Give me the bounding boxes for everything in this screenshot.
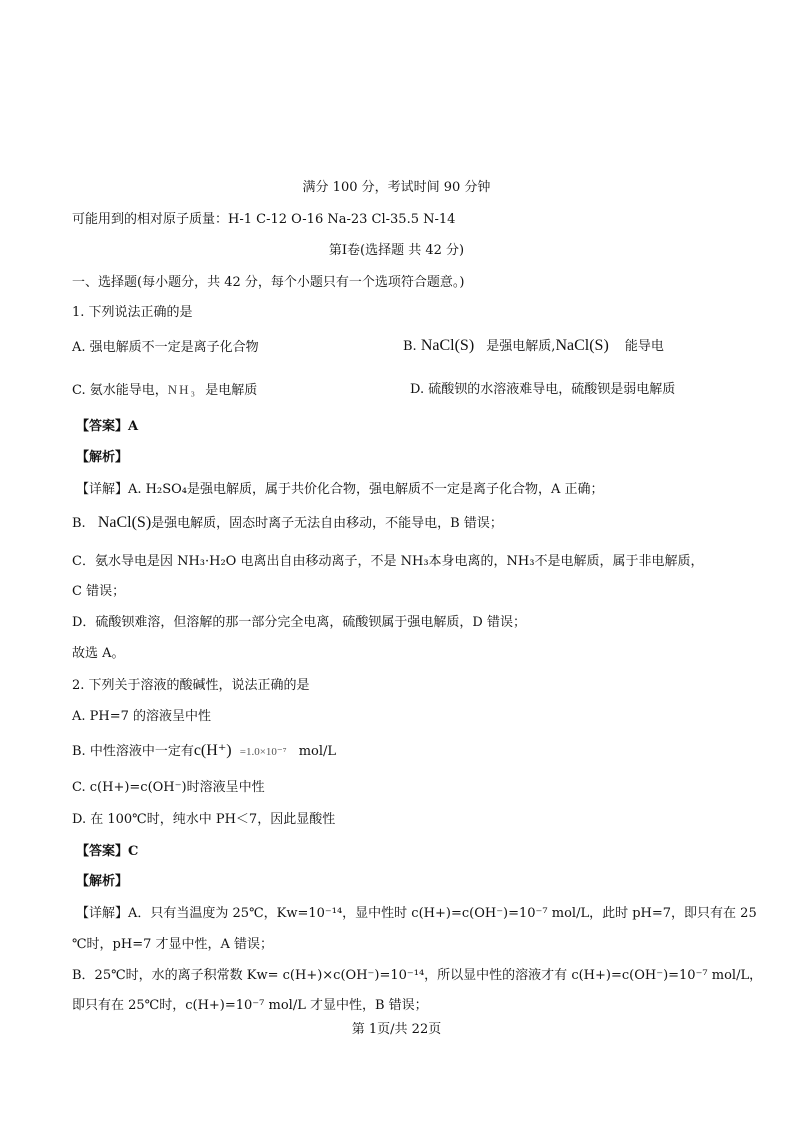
q2-option-b-math: c(H⁺) <box>193 742 232 759</box>
q2-option-b-unit: mol/L <box>298 744 337 759</box>
q2-detail-b: B．25℃时，水的离子积常数 Kw= c(H+)×c(OH⁻)=10⁻¹⁴，所以显中性的溶液才有 c(H+)=c(OH⁻)=10⁻⁷ mol/L， <box>72 968 763 983</box>
q2-detail-a2: ℃时，pH=7 才显中性，A 错误； <box>72 937 274 952</box>
q2-option-a: A. PH=7 的溶液呈中性 <box>72 709 212 724</box>
q1-option-b-prefix: B. <box>403 339 417 354</box>
page-number: 第 1页/共 22页 <box>351 1022 442 1037</box>
q1-detail-c: C．氨水导电是因 NH₃·H₂O 电离出自由移动离子，不是 NH₃本身电离的，NH₃不是电解质，属于非电解质， <box>72 554 704 569</box>
q1-answer: 【答案】A <box>76 419 139 434</box>
atomic-masses: 可能用到的相对原子质量：H-1 C-12 O-16 Na-23 Cl-35.5 N-14 <box>72 212 456 227</box>
q1-stem: 1. 下列说法正确的是 <box>72 305 193 320</box>
q1-option-c-prefix: C. 氨水能导电， <box>72 383 168 398</box>
q1-option-b-mid: 是强电解质, <box>486 339 556 354</box>
q2-analysis-tag: 【解析】 <box>76 874 129 889</box>
q1-detail-c2: C 错误； <box>72 584 126 599</box>
q2-option-b <box>72 741 336 762</box>
q1-option-b-suffix: 能导电 <box>624 339 664 354</box>
q2-option-c: C. c(H+)=c(OH⁻)时溶液呈中性 <box>72 780 265 795</box>
q1-detail-b-suffix: 是强电解质，固态时离子无法自由移动，不能导电，B 错误； <box>151 516 503 531</box>
q2-stem: 2. 下列关于溶液的酸碱性，说法正确的是 <box>72 678 310 693</box>
q1-option-d: D. 硫酸钡的水溶液难导电，硫酸钡是弱电解质 <box>410 382 676 397</box>
q1-detail-b-prefix: B. <box>72 516 86 531</box>
q2-detail-a: 【详解】A．只有当温度为 25℃，Kw=10⁻¹⁴，显中性时 c(H+)=c(OH⁻)=10⁻⁷ mol/L，此时 pH=7，即只有在 25 <box>76 906 757 921</box>
q2-option-d: D. 在 100℃时，纯水中 PH＜7，因此显酸性 <box>72 812 336 827</box>
q1-option-b-math1: NaCl(S) <box>420 337 475 354</box>
q1-option-c <box>72 380 257 401</box>
q2-detail-b2: 即只有在 25℃时，c(H+)=10⁻⁷ mol/L 才显中性，B 错误； <box>72 998 428 1013</box>
q1-detail-b <box>72 513 503 534</box>
volume-title: 第Ⅰ卷(选择题 共 42 分) <box>328 243 465 258</box>
q1-option-c-math: NH₃ <box>167 382 198 397</box>
q1-option-b-math2: NaCl(S) <box>555 337 609 354</box>
score-time: 满分 100 分，考试时间 90 分钟 <box>302 180 491 195</box>
q1-detail-b-math: NaCl(S) <box>97 514 152 531</box>
q1-detail-d: D．硫酸钡难溶，但溶解的那一部分完全电离，硫酸钡属于强电解质，D 错误； <box>72 615 526 630</box>
q1-option-a: A. 强电解质不一定是离子化合物 <box>72 340 259 355</box>
section-instructions: 一、选择题(每小题分，共 42 分，每个小题只有一个选项符合题意。) <box>72 275 465 290</box>
q1-option-c-suffix: 是电解质 <box>205 383 258 398</box>
q2-answer: 【答案】C <box>76 844 139 859</box>
q2-option-b-math2: =1.0×10⁻⁷ <box>239 746 287 758</box>
q1-conclusion: 故选 A。 <box>72 646 125 661</box>
q1-analysis-tag: 【解析】 <box>76 450 129 465</box>
q1-detail-a: 【详解】A. H₂SO₄是强电解质，属于共价化合物，强电解质不一定是离子化合物，A 正确； <box>76 482 604 497</box>
q1-option-b <box>403 336 664 357</box>
q2-option-b-prefix: B. 中性溶液中一定有 <box>72 744 194 759</box>
